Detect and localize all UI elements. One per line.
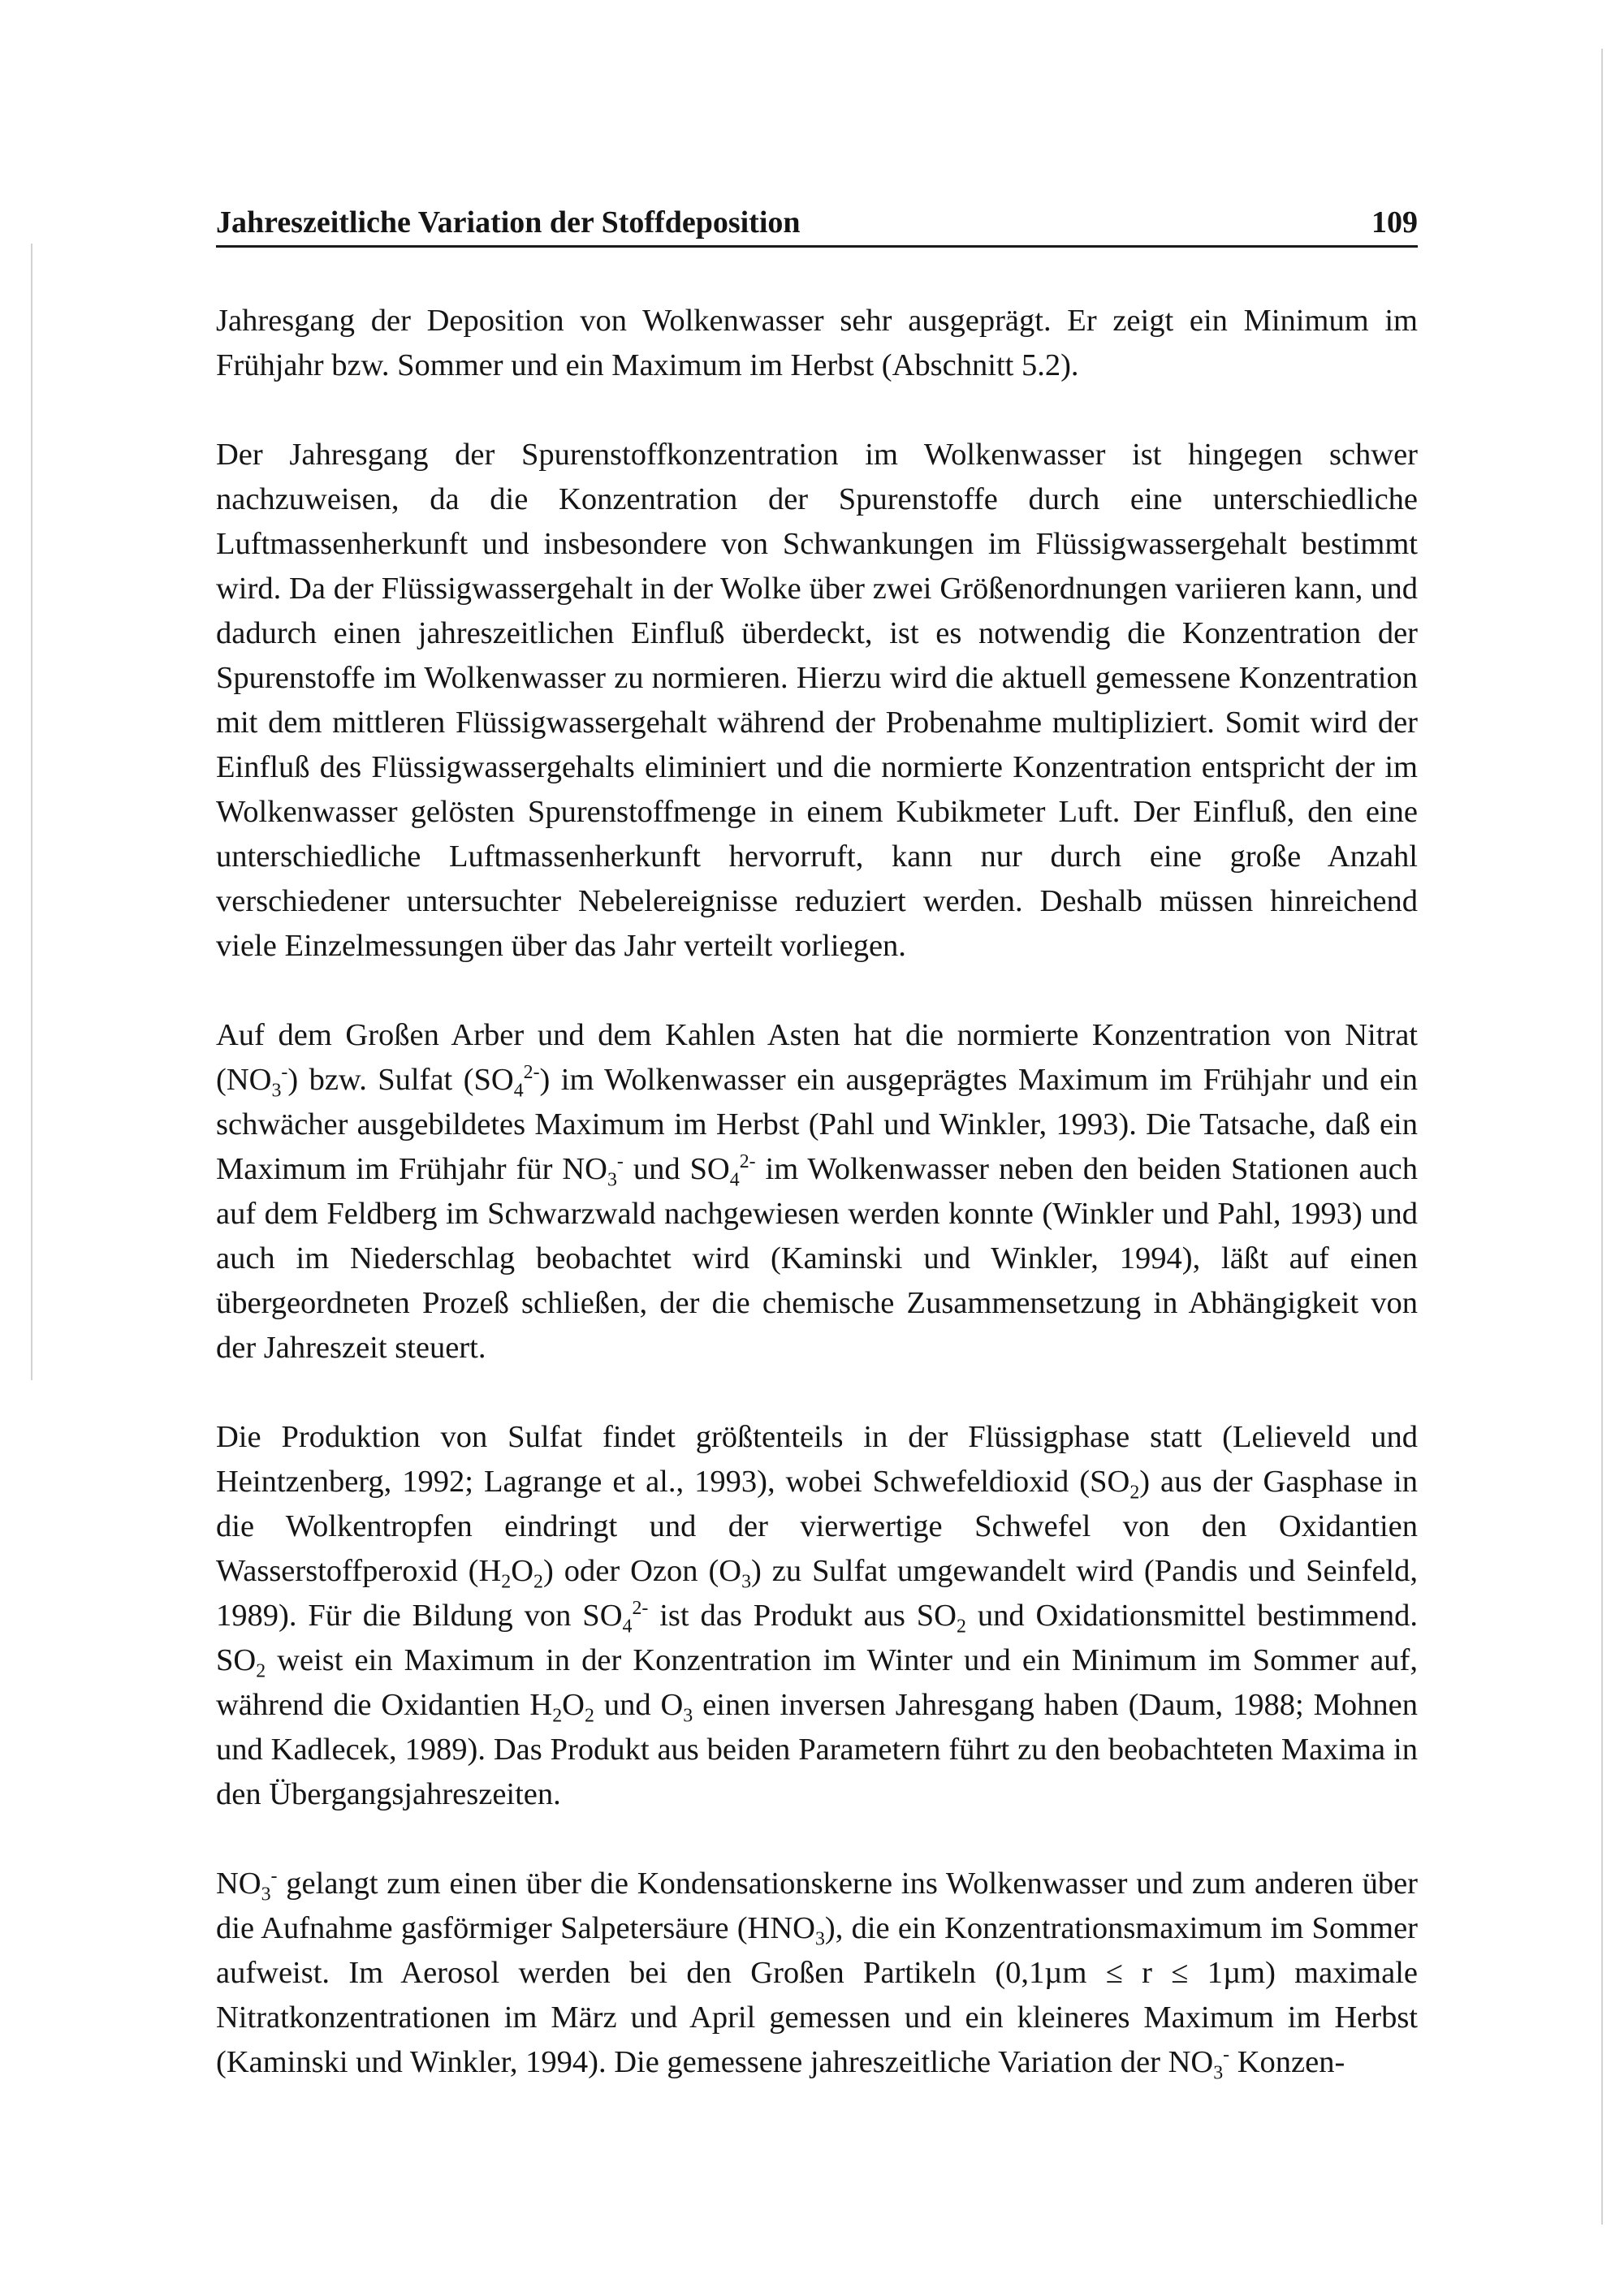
subscript: 4 [729, 1169, 740, 1191]
superscript: 2- [739, 1151, 756, 1173]
subscript: 3 [814, 1928, 825, 1950]
text-run: O [511, 1554, 534, 1588]
superscript: - [270, 1866, 278, 1888]
subscript: 2 [501, 1571, 512, 1593]
text-run: ) aus der Gasphase in die Wolkentropfen eindringt und der vierwertige Schwefel von den Oxidantien Wasserstoffperoxid (H [216, 1465, 1418, 1588]
text-run: im Wolkenwasser neben den beiden Stationen auch auf dem Feldberg im Schwarzwald nachgewiesen werden konnte (Winkler und Pahl, 1993) und auch im Niederschlag beobachtet wird (Kaminski und Winkler, 1994), läßt auf einen übergeordneten Prozeß schließen, der die chemische Zusammensetzung in Abhängigkeit von der Jahreszeit steuert. [216, 1152, 1419, 1365]
subscript: 3 [741, 1571, 752, 1593]
text-run: ist das Produkt aus SO [648, 1599, 957, 1633]
paragraph-5 [216, 1862, 1418, 2085]
superscript: - [616, 1151, 624, 1173]
paragraph-4 [216, 1415, 1418, 1817]
paragraph-3 [216, 1013, 1418, 1370]
subscript: 3 [271, 1080, 282, 1102]
subscript: 2 [256, 1660, 266, 1682]
text-run: ) zu Sulfat umgewandelt wird (Pandis und Seinfeld, 1989). Für die Bildung von SO [216, 1554, 1419, 1633]
subscript: 3 [261, 1884, 271, 1905]
paragraph-2: Der Jahresgang der Spurenstoffkonzentration im Wolkenwasser ist hingegen schwer nachzuweisen, da die Konzentration der Spurenstoffe durch eine unterschiedliche Luftmassenherkunft und insbesondere von Schwankungen im Flüssigwassergehalt bestimmt wird. Da der Flüssigwassergehalt in der Wolke über zwei Größenordnungen variieren kann, und dadurch einen jahreszeitlichen Einfluß überdeckt, ist es notwendig die Konzentration der Spurenstoffe im Wolkenwasser zu normieren. Hierzu wird die aktuell gemessene Konzentration mit dem mittleren Flüssigwassergehalt während der Probenahme multipliziert. Somit wird der Einfluß des Flüssigwassergehalts eliminiert und die normierte Konzentration entspricht der im Wolkenwasser gelösten Spurenstoffmenge in einem Kubikmeter Luft. Der Einfluß, den eine unterschiedliche Luftmassenherkunft hervorruft, kann nur durch eine große Anzahl verschiedener untersuchter Nebelereignisse reduziert werden. Deshalb müssen hinreichend viele Einzelmessungen über das Jahr verteilt vorliegen. [216, 438, 1418, 963]
subscript: 4 [622, 1616, 633, 1638]
text-run: gelangt zum einen über die Kondensationskerne ins Wolkenwasser und zum anderen über die Aufnahme gasförmiger Salpetersäure (HNO [216, 1867, 1418, 1945]
text-run: Auf dem Großen Arber und dem Kahlen Asten hat die normierte Konzentration von Nitrat (NO [216, 1018, 1418, 1097]
paragraph-1: Jahresgang der Deposition von Wolkenwasser sehr ausgeprägt. Er zeigt ein Minimum im Frühjahr bzw. Sommer und ein Maximum im Herbst (Abschnitt 5.2). [216, 304, 1418, 382]
subscript: 2 [1129, 1482, 1140, 1504]
text-run: NO [216, 1867, 261, 1901]
text-run: ) im Wolkenwasser ein ausgeprägtes Maximum im Frühjahr und ein schwächer ausgebildetes Maximum im Herbst (Pahl und Winkler, 1993). Die Tatsache, daß ein Maximum im Frühjahr für NO [216, 1063, 1418, 1186]
text-run: und Oxidationsmittel bestimmend. SO [216, 1599, 1418, 1677]
body-text [216, 299, 1418, 2130]
subscript: 3 [683, 1705, 693, 1727]
text-run: ) bzw. Sulfat (SO [287, 1063, 514, 1097]
scan-artifact-right [1601, 49, 1603, 2225]
text-run: einen inversen Jahresgang haben (Daum, 1988; Mohnen und Kadlecek, 1989). Das Produkt aus beiden Parametern führt zu den beobachteten Maxima in den Übergangsjahreszeiten. [216, 1688, 1418, 1811]
superscript: 2- [523, 1062, 540, 1084]
subscript: 3 [607, 1169, 617, 1191]
subscript: 2 [957, 1616, 966, 1638]
page-header [216, 196, 1418, 248]
text-run: weist ein Maximum in der Konzentration im Winter und ein Minimum im Sommer auf, während die Oxidantien H [216, 1643, 1418, 1722]
scan-artifact-left [31, 244, 32, 1380]
superscript: 2- [632, 1598, 649, 1620]
subscript: 2 [552, 1705, 563, 1727]
text-run: O [562, 1688, 585, 1722]
page-number: 109 [1371, 205, 1418, 240]
subscript: 2 [584, 1705, 594, 1727]
text-run: Konzen- [1229, 2045, 1345, 2079]
text-run: und SO [623, 1152, 730, 1186]
superscript: - [281, 1062, 288, 1084]
subscript: 3 [1213, 2062, 1224, 2084]
text-run: ) oder Ozon (O [542, 1554, 742, 1588]
running-title: Jahreszeitliche Variation der Stoffdeposition [216, 205, 801, 240]
subscript: 4 [513, 1080, 524, 1102]
subscript: 2 [533, 1571, 543, 1593]
text-run: und O [594, 1688, 684, 1722]
superscript: - [1223, 2044, 1230, 2066]
text-run: ), die ein Konzentrationsmaximum im Sommer aufweist. Im Aerosol werden bei den Großen Partikeln (0,1µm ≤ r ≤ 1µm) maximale Nitratkonzentrationen im März und April gemessen und ein kleineres Maximum im Herbst (Kaminski und Winkler, 1994). Die gemessene jahreszeitliche Variation der NO [216, 1911, 1418, 2079]
text-run: Die Produktion von Sulfat findet größtenteils in der Flüssigphase statt (Lelieveld und Heintzenberg, 1992; Lagrange et al., 1993), wobei Schwefeldioxid (SO [216, 1420, 1418, 1499]
